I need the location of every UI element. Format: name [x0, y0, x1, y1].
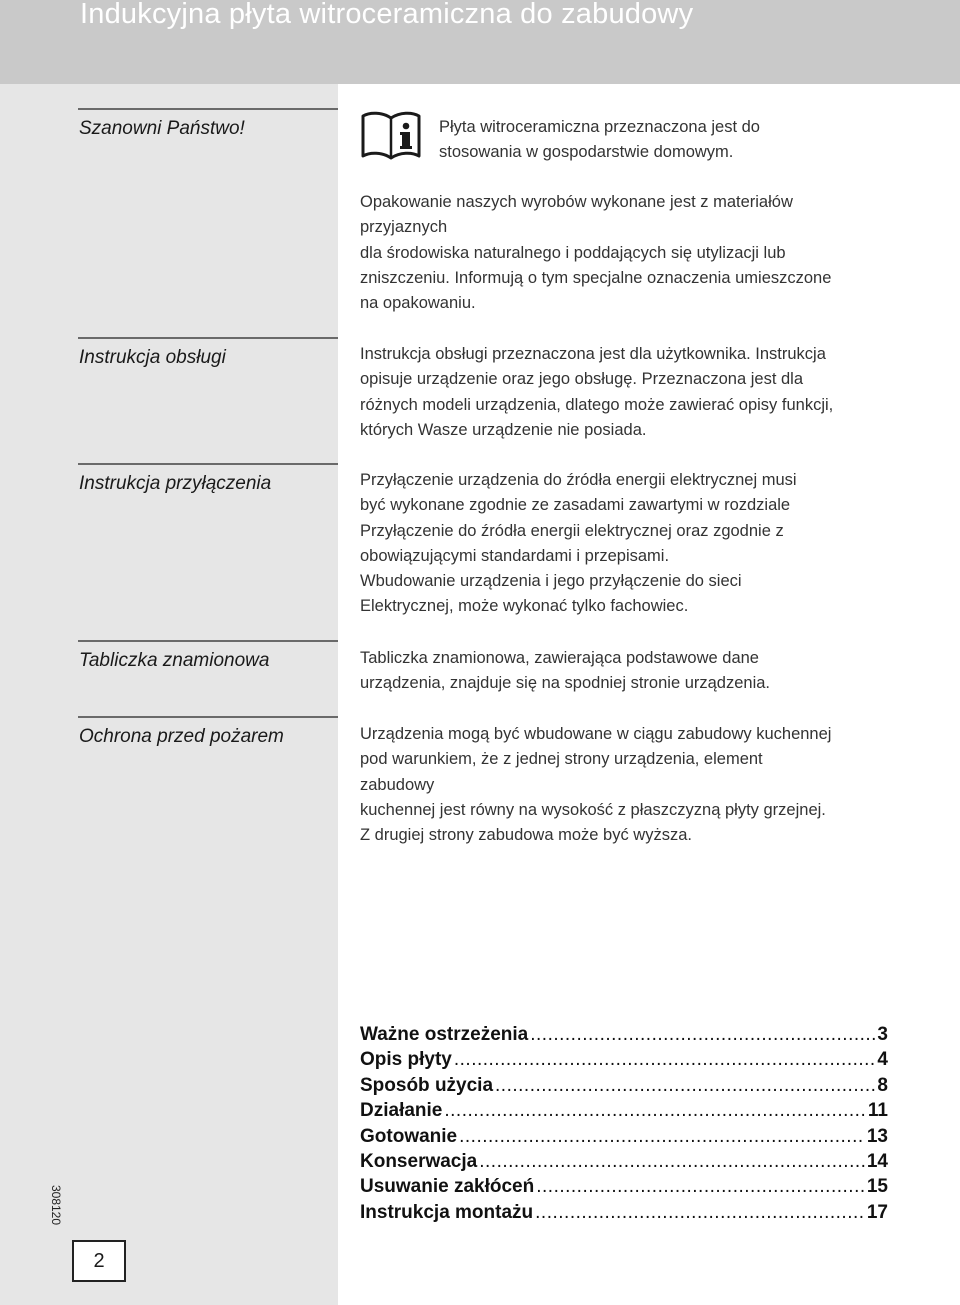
- packaging-paragraph: [360, 190, 920, 316]
- toc-entry[interactable]: [360, 1151, 888, 1176]
- toc-title: Ważne ostrzeżenia: [360, 1024, 529, 1045]
- toc-entry[interactable]: [360, 1202, 888, 1227]
- text-line: różnych modeli urządzenia, dlatego może zawierać opisy funkcji,: [360, 395, 834, 414]
- text-line: Elektrycznej, może wykonać tylko fachowiec.: [360, 597, 689, 616]
- toc-page: 3: [877, 1024, 888, 1045]
- info-book-icon: [360, 110, 422, 160]
- text-line: zabudowy: [360, 775, 435, 794]
- toc-leader: [495, 1075, 875, 1097]
- toc-entry[interactable]: [360, 1049, 888, 1074]
- toc-entry[interactable]: [360, 1024, 888, 1049]
- text-line: być wykonane zgodnie ze zasadami zawartymi w rozdziale: [360, 496, 791, 515]
- toc-page: 15: [866, 1176, 888, 1198]
- toc-page: 11: [867, 1100, 888, 1122]
- page-title: Indukcyjna płyta witroceramiczna do zabudowy: [80, 0, 694, 30]
- toc-leader: [479, 1151, 865, 1173]
- toc-title: Gotowanie: [360, 1125, 458, 1147]
- toc-entry[interactable]: [360, 1176, 888, 1201]
- toc-page: 17: [866, 1201, 888, 1223]
- text-line: przyjaznych: [360, 218, 448, 237]
- toc-leader: [454, 1049, 876, 1071]
- toc-leader: [444, 1100, 866, 1122]
- intro-info-text: [439, 115, 760, 166]
- toc-page: 13: [866, 1125, 888, 1147]
- toc-title: Konserwacja: [360, 1150, 478, 1172]
- toc-title: Sposób użycia: [360, 1074, 494, 1096]
- heading-label: Instrukcja obsługi: [79, 347, 226, 368]
- manual-paragraph: [360, 342, 920, 443]
- toc-title: Działanie: [360, 1100, 443, 1122]
- text-line: Przyłączenie do źródła energii elektrycznej oraz zgodnie z: [360, 521, 784, 540]
- page-number: 2: [93, 1249, 105, 1272]
- heading-label: Instrukcja przyłączenia: [79, 473, 272, 494]
- text-line: których Wasze urządzenie nie posiada.: [360, 420, 647, 439]
- heading-label: Szanowni Państwo!: [79, 118, 245, 139]
- toc-page: 14: [866, 1150, 888, 1172]
- text-line: pod warunkiem, że z jednej strony urządzenia, element: [360, 750, 763, 769]
- fire-paragraph: [360, 722, 920, 848]
- text-line: Urządzenia mogą być wbudowane w ciągu zabudowy kuchennej: [360, 725, 832, 743]
- document-code: [36, 1185, 76, 1225]
- text-line: zniszczeniu. Informują o tym specjalne oznaczenia umieszczone: [360, 268, 832, 287]
- text-line: na opakowaniu.: [360, 294, 476, 313]
- page-number-box: [72, 1240, 126, 1282]
- sidebar-heading-nameplate: [78, 640, 338, 671]
- text-line: kuchennej jest równy na wysokość z płaszczyzną płyty grzejnej.: [360, 800, 826, 819]
- sidebar-heading-greeting: [78, 108, 338, 139]
- toc-leader: [530, 1024, 875, 1046]
- toc-entry[interactable]: [360, 1075, 888, 1100]
- text-line: Opakowanie naszych wyrobów wykonane jest z materiałów: [360, 193, 793, 211]
- toc-title: Usuwanie zakłóceń: [360, 1176, 535, 1198]
- text-line: Tabliczka znamionowa, zawierająca podstawowe dane: [360, 649, 759, 667]
- sidebar: [0, 84, 338, 1305]
- text-line: dla środowiska naturalnego i poddających się utylizacji lub: [360, 243, 786, 262]
- toc-leader: [536, 1176, 865, 1198]
- text-line: urządzenia, znajduje się na spodniej stronie urządzenia.: [360, 674, 771, 693]
- toc-leader: [459, 1126, 865, 1148]
- document-code-text: 308120: [49, 1184, 64, 1226]
- heading-label: Ochrona przed pożarem: [79, 726, 284, 747]
- toc-page: 8: [877, 1074, 888, 1096]
- text-line: Wbudowanie urządzenia i jego przyłączenie do sieci: [360, 572, 742, 591]
- text-line: Z drugiej strony zabudowa może być wyższa.: [360, 826, 692, 845]
- text-line: Płyta witroceramiczna przeznaczona jest do: [439, 118, 760, 136]
- toc-title: Opis płyty: [360, 1049, 452, 1071]
- text-line: obowiązującymi standardami i przepisami.: [360, 546, 670, 565]
- text-line: Instrukcja obsługi przeznaczona jest dla użytkownika. Instrukcja: [360, 345, 826, 363]
- sidebar-heading-connection: [78, 463, 338, 494]
- nameplate-paragraph: [360, 646, 920, 697]
- toc-title: Instrukcja montażu: [360, 1201, 534, 1223]
- table-of-contents: [360, 1024, 888, 1227]
- text-line: opisuje urządzenie oraz jego obsługę. Przeznaczona jest dla: [360, 370, 804, 389]
- text-line: stosowania w gospodarstwie domowym.: [439, 143, 734, 162]
- toc-entry[interactable]: [360, 1100, 888, 1125]
- toc-leader: [535, 1202, 865, 1224]
- header-bar: [0, 0, 960, 84]
- connection-paragraph: [360, 468, 920, 620]
- toc-page: 4: [877, 1049, 888, 1071]
- text-line: Przyłączenie urządzenia do źródła energii elektrycznej musi: [360, 471, 797, 489]
- heading-label: Tabliczka znamionowa: [79, 650, 270, 671]
- sidebar-heading-fire: [78, 716, 338, 747]
- toc-entry[interactable]: [360, 1126, 888, 1151]
- sidebar-heading-manual: [78, 337, 338, 368]
